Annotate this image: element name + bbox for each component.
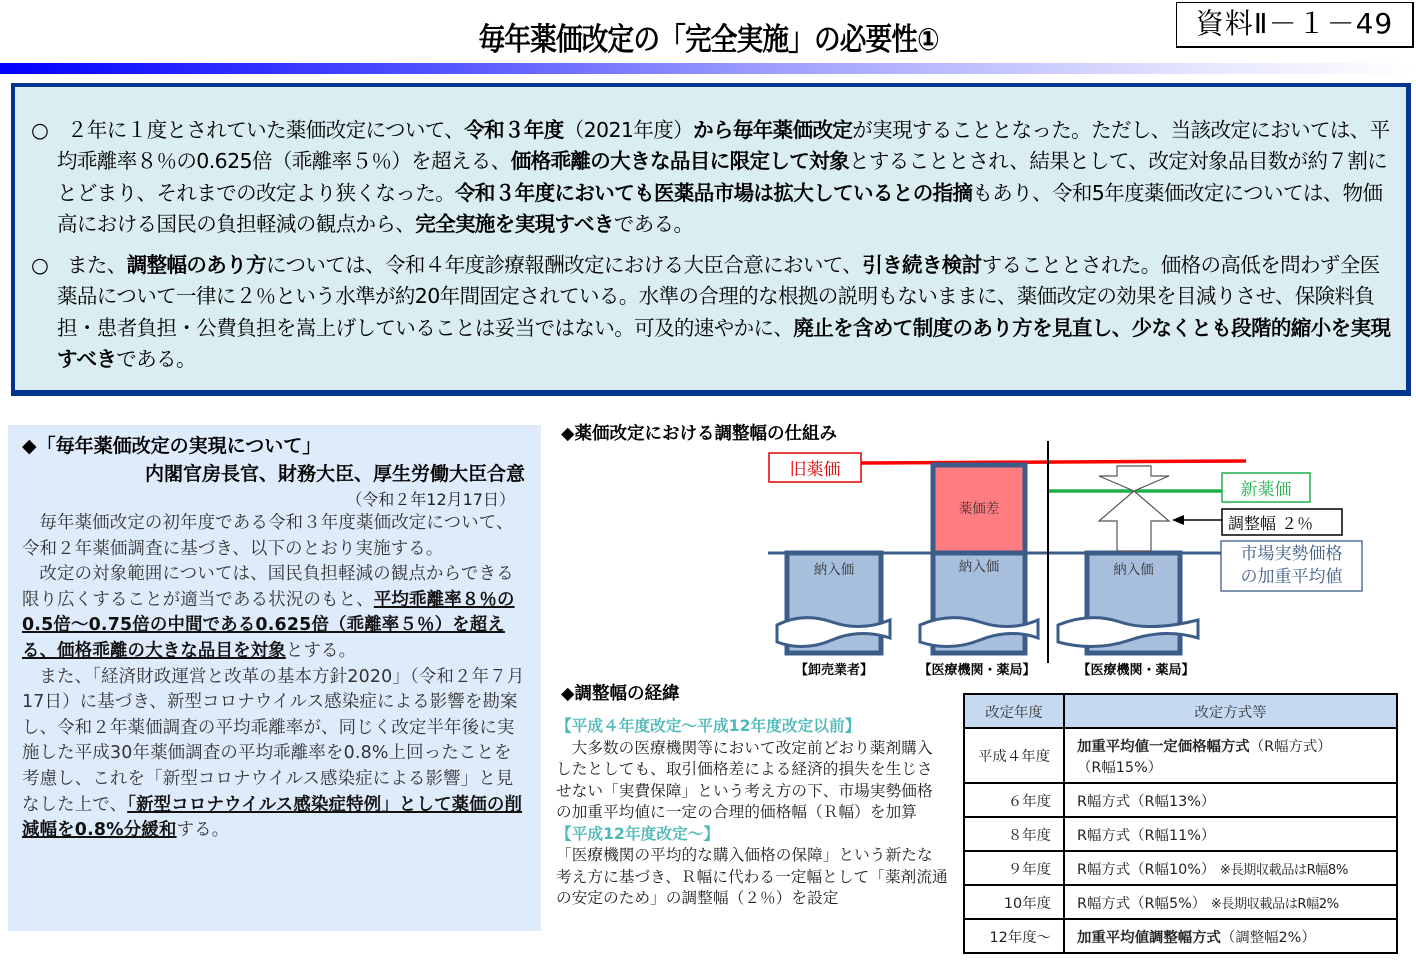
year-cell: ６年度 bbox=[964, 783, 1064, 817]
text-segment: （2021年度） bbox=[563, 118, 694, 142]
year-cell: ９年度 bbox=[964, 851, 1064, 885]
circle-bullet-icon: ○ bbox=[31, 253, 49, 278]
method-detail-line2: （R幅15%） bbox=[1077, 759, 1163, 776]
year-cell: 10年度 bbox=[964, 885, 1064, 919]
price-gap-label: 薬価差 bbox=[958, 501, 1000, 517]
table-row bbox=[964, 728, 1397, 783]
text-segment: 改定の対象範囲については、国民負担軽減の観点からできる限り広くすることが適当である状況のもと、 bbox=[22, 564, 514, 610]
column-caption-wholesaler: 【卸売業者】 bbox=[794, 663, 873, 678]
history-title: ◆調整幅の経緯 bbox=[561, 684, 680, 704]
method-note: ※長期収載品はR幅8% bbox=[1219, 862, 1348, 878]
market-price-label-line2: の加重平均値 bbox=[1240, 567, 1343, 587]
new-price-label: 新薬価 bbox=[1240, 480, 1292, 500]
method-name-bold: 加重平均値一定価格幅方式 bbox=[1077, 738, 1250, 755]
agreement-heading: ◆「毎年薬価改定の実現について」 bbox=[22, 435, 322, 457]
method-note: ※長期収載品はR幅2% bbox=[1210, 896, 1339, 912]
text-segment-bold: 完全実施を実現すべき bbox=[415, 211, 614, 236]
adjustment-label: 調整幅 ２％ bbox=[1228, 514, 1314, 533]
period-label-1: 【平成４年度改定～平成12年度改定以前】 bbox=[556, 717, 861, 735]
text-segment: については、令和４年度診療報酬改定における大臣合意において、 bbox=[266, 253, 863, 278]
text-segment-bold: から毎年薬価改定 bbox=[693, 118, 853, 142]
column-header-year: 改定年度 bbox=[964, 694, 1064, 728]
text-segment-bold: 引き続き検討 bbox=[862, 253, 982, 278]
table-row bbox=[964, 885, 1397, 919]
agreement-paragraph-1: 毎年薬価改定の初年度である令和３年度薬価改定について、令和２年薬価調査に基づき、以下のとおり実施する。 bbox=[22, 513, 514, 559]
method-detail: R幅方式（R幅5%） bbox=[1077, 895, 1207, 912]
up-arrow-icon bbox=[1099, 491, 1169, 551]
agreement-date: （令和２年12月17日） bbox=[346, 490, 515, 509]
text-segment: また、「経済財政運営と改革の基本方針2020」（令和２年７月17日）に基づき、新型コロナウイルス感染症による影響を勘案し、令和２年薬価調査の平均乖離率が、同じく改定半年後に実施した平成30年薬価調査の平均乖離率を0.8%上回ったことを考慮し、これを「新型コロナウイルス感染症による影響」と見なした上で、 bbox=[22, 666, 525, 815]
text-segment: また、 bbox=[67, 253, 127, 278]
method-cell: R幅方式（R幅11%） bbox=[1064, 817, 1397, 851]
table-row bbox=[964, 817, 1397, 851]
table-header-row bbox=[964, 694, 1397, 728]
text-segment: もあり、令和5年度薬価改定については、物価高における国民の負担軽減の観点から、 bbox=[57, 180, 1383, 236]
purchase-price-label: 納入価 bbox=[1113, 562, 1154, 578]
method-cell bbox=[1064, 919, 1397, 953]
text-segment-bold: 調整幅のあり方 bbox=[126, 253, 267, 278]
text-segment-bold: 令和３年度においても医薬品市場は拡大しているとの指摘 bbox=[455, 180, 973, 205]
method-detail: （R幅方式） bbox=[1249, 738, 1332, 755]
text-segment-bold: 廃止を含めて制度のあり方を見直し、少なくとも段階的縮小を実現すべき bbox=[57, 315, 1391, 372]
revision-method-table bbox=[963, 693, 1398, 954]
text-segment: である。 bbox=[613, 211, 694, 236]
text-segment-bold: 令和３年度 bbox=[464, 118, 564, 142]
method-detail: （調整幅2%） bbox=[1220, 929, 1316, 946]
pointer-arrowhead-icon bbox=[1172, 515, 1184, 525]
year-cell: ８年度 bbox=[964, 817, 1064, 851]
text-segment: である。 bbox=[116, 347, 196, 372]
period-label-2: 【平成12年度改定～】 bbox=[556, 824, 720, 843]
old-price-label: 旧薬価 bbox=[789, 460, 841, 480]
text-segment: とする。 bbox=[285, 640, 357, 661]
diagram-title: ◆薬価改定における調整幅の仕組み bbox=[561, 424, 837, 444]
year-cell: 12年度～ bbox=[964, 919, 1064, 953]
underlined-emphasis: 平均乖離率８％の0.5倍～0.75倍の中間である0.625倍（乖離率５％）を超える、価格乖離の大きな品目を対象 bbox=[22, 589, 515, 661]
period-text-1: 大多数の医療機関等において改定前どおり薬剤購入したとしても、取引価格差による経済的損失を生じさせない「実費保障」という考え方の下、市場実勢価格の加重平均値に一定の合理的価格幅（Ｒ幅）を加算 bbox=[556, 738, 933, 821]
method-name-bold: 加重平均値調整幅方式 bbox=[1077, 929, 1221, 946]
market-price-label-line1: 市場実勢価格 bbox=[1240, 544, 1343, 564]
agreement-signatories: 内閣官房長官、財務大臣、厚生労働大臣合意 bbox=[144, 463, 525, 485]
method-cell: R幅方式（R幅13%） bbox=[1064, 783, 1397, 817]
table-row bbox=[964, 783, 1397, 817]
text-segment: とすることとされ、結果として、改定対象品目数が約７割にとどまり、それまでの改定より狭くなった。 bbox=[57, 149, 1388, 205]
method-cell bbox=[1064, 885, 1397, 919]
text-segment-bold: 価格乖離の大きな品目に限定して対象 bbox=[510, 149, 849, 174]
old-price-line bbox=[860, 461, 1246, 463]
market-price-label bbox=[1221, 543, 1362, 589]
text-segment: することとされた。価格の高低を問わず全医薬品について一律に２％という水準が約20年間固定されている。水準の合理的な根拠の説明もないままに、薬価改定の効果を目減りさせ、保険料負担・患者負担・公費負担を嵩上げしていることは妥当ではない。可及的速やかに、 bbox=[57, 253, 1380, 340]
purchase-price-label: 納入価 bbox=[813, 562, 855, 578]
table-row bbox=[964, 919, 1397, 953]
method-detail: R幅方式（R幅10%） bbox=[1077, 861, 1216, 878]
table-row bbox=[964, 851, 1397, 885]
text-segment: する。 bbox=[176, 820, 230, 841]
text-segment: が実現することとなった。ただし、当該改定においては、平均乖離率８％の0.625倍（乖離率５％）を超える、 bbox=[57, 118, 1390, 174]
column-caption-institution: 【医療機関・薬局】 bbox=[918, 663, 1036, 678]
year-cell: 平成４年度 bbox=[964, 728, 1064, 783]
text-segment: ２年に１度とされていた薬価改定について、 bbox=[67, 118, 465, 142]
column-caption-institution-after: 【医療機関・薬局】 bbox=[1077, 663, 1195, 678]
history-text bbox=[556, 716, 948, 910]
method-cell bbox=[1064, 728, 1397, 783]
underlined-emphasis: 「新型コロナウイルス感染症特例」として薬価の削減幅を0.8%分緩和 bbox=[22, 794, 523, 841]
column-header-method: 改定方式等 bbox=[1064, 694, 1397, 728]
period-text-2: 「医療機関の平均的な購入価格の保障」という新たな考え方に基づき、Ｒ幅に代わる一定幅として「薬剤流通の安定のため」の調整幅（２％）を設定 bbox=[556, 846, 948, 907]
circle-bullet-icon: ○ bbox=[31, 118, 49, 142]
page-title: 毎年薬価改定の「完全実施」の必要性① bbox=[478, 22, 939, 58]
down-arrow-icon bbox=[1099, 466, 1169, 491]
purchase-price-label: 納入価 bbox=[958, 559, 1000, 575]
document-number: 資料Ⅱ－１－49 bbox=[1176, 2, 1414, 48]
method-cell bbox=[1064, 851, 1397, 885]
